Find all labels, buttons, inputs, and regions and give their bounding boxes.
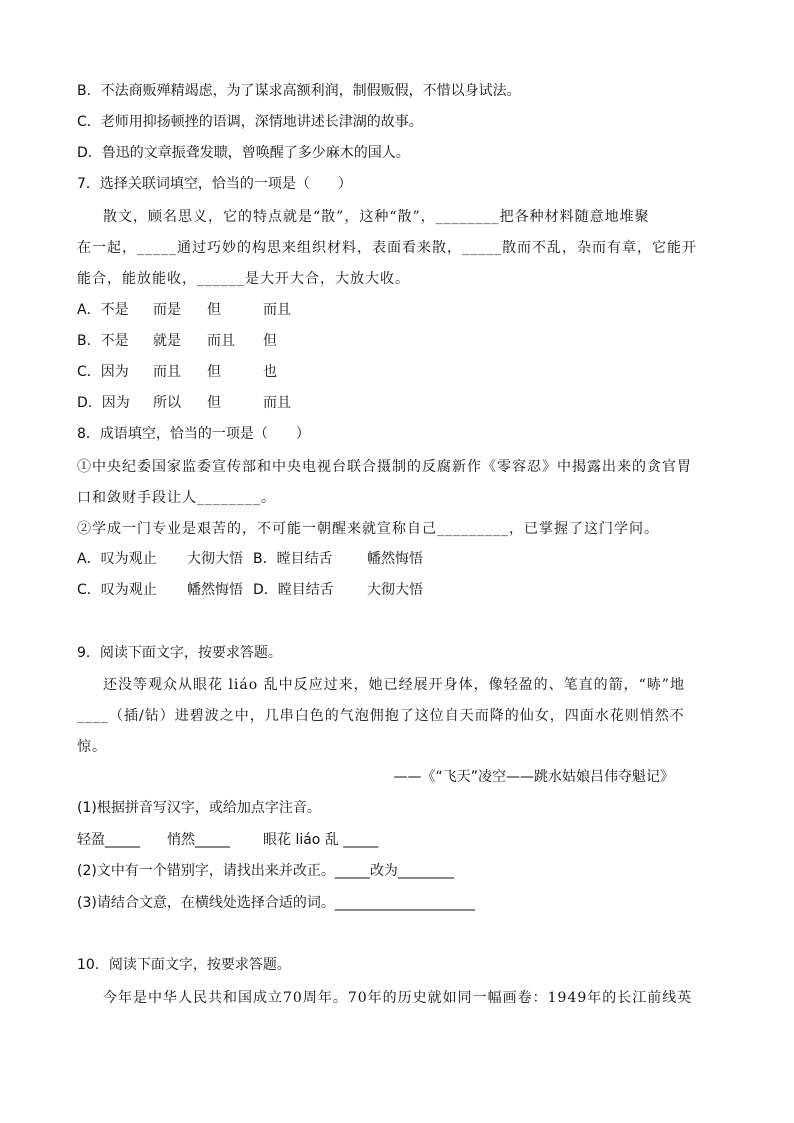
q7-option-b [77,331,277,351]
q9-sub1-item: 悄然_____ [167,832,230,848]
q9-sub2: (2)文中有一个错别字，请找出来并改正。_____改为________ [77,863,454,879]
q9-sub3: (3)请结合文意，在横线处选择合适的词。____________________ [77,895,475,911]
q8-sentence-1-line: 口和敛财手段让人________。 [77,490,276,506]
option-text: 大彻大悟 [187,551,243,567]
option-text: 所以 [153,395,181,411]
option-text: 但 [207,302,221,318]
option-text: A．不是 [77,302,129,318]
option-text: 大彻大悟 [367,582,423,598]
q7-stem: 7．选择关联词填空，恰当的一项是（ ） [77,176,352,192]
option-text: 幡然悔悟 [187,582,243,598]
option-text: 而且 [153,364,181,380]
q9-passage-line: ____（插/钻）进碧波之中，几串白色的气泡佣抱了这位自天而降的仙女，四面水花则悄然不 [77,708,685,724]
option-text: 而且 [263,395,291,411]
q8-options-row [77,549,423,569]
q9-source: ——《“飞天”凌空——跳水姑娘吕伟夺魁记》 [393,769,674,785]
q9-sub1-items [77,830,378,850]
option-text: 幡然悔悟 [367,551,423,567]
q6-option-d: D．鲁迅的文章振聋发聩，曾唤醒了多少麻木的国人。 [77,145,410,161]
q7-passage-line: 散文，顾名思义，它的特点就是“散”，这种“散”，________把各种材料随意地堆聚 [103,209,650,225]
q9-passage-line: 惊。 [77,739,107,755]
q9-passage-line: 还没等观众从眼花 liáo 乱中反应过来，她已经展开身体，像轻盈的、笔直的箭，“哧”地 [103,677,685,693]
q7-passage-line: 能合，能放能收，______是大开大合，大放大收。 [77,271,410,287]
q8-sentence-1-line: ①中央纪委国家监委宣传部和中央电视台联合摄制的反腐新作《零容忍》中揭露出来的贪官胃 [77,459,692,475]
option-text: 就是 [153,333,181,349]
option-text: 而是 [153,302,181,318]
option-text: 但 [263,333,277,349]
option-text: D．瞠目结舌 [253,582,334,598]
q9-sub1: (1)根据拼音写汉字，或给加点字注音。 [77,800,321,816]
option-text: 而且 [263,302,291,318]
option-text: B．不是 [77,333,129,349]
option-text: C．因为 [77,364,129,380]
q8-sentence-2: ②学成一门专业是艰苦的，不可能一朝醒来就宣称自己_________，已掌握了这门学问。 [77,521,659,537]
q10-stem: 10．阅读下面文字，按要求答题。 [77,957,291,973]
q10-passage-line: 今年是中华人民共和国成立70周年。70年的历史就如同一幅画卷：1949年的长江前线英 [103,990,693,1006]
q9-sub1-item: 眼花 liáo 乱 _____ [263,832,379,848]
q7-passage-line: 在一起，_____通过巧妙的构思来组织材料，表面看来散，_____散而不乱，杂而有章，它能开 [77,240,697,256]
q9-stem: 9．阅读下面文字，按要求答题。 [77,645,282,661]
option-text: 而且 [207,333,235,349]
option-text: C．叹为观止 [77,582,157,598]
q8-stem: 8．成语填空，恰当的一项是（ ） [77,426,310,442]
q6-option-c: C．老师用抑扬顿挫的语调，深情地讲述长津湖的故事。 [77,114,423,130]
option-text: A．叹为观止 [77,551,157,567]
q9-sub1-item: 轻盈_____ [77,832,140,848]
option-text: B．瞠目结舌 [253,551,333,567]
q7-option-c [77,362,277,382]
option-text: 也 [263,364,277,380]
q8-options-row [77,580,423,600]
q7-option-a [77,300,291,320]
q7-option-d [77,393,291,413]
q6-option-b: B．不法商贩殚精竭虑，为了谋求高额利润，制假贩假，不惜以身试法。 [77,83,521,99]
option-text: D．因为 [77,395,130,411]
option-text: 但 [207,395,221,411]
option-text: 但 [207,364,221,380]
